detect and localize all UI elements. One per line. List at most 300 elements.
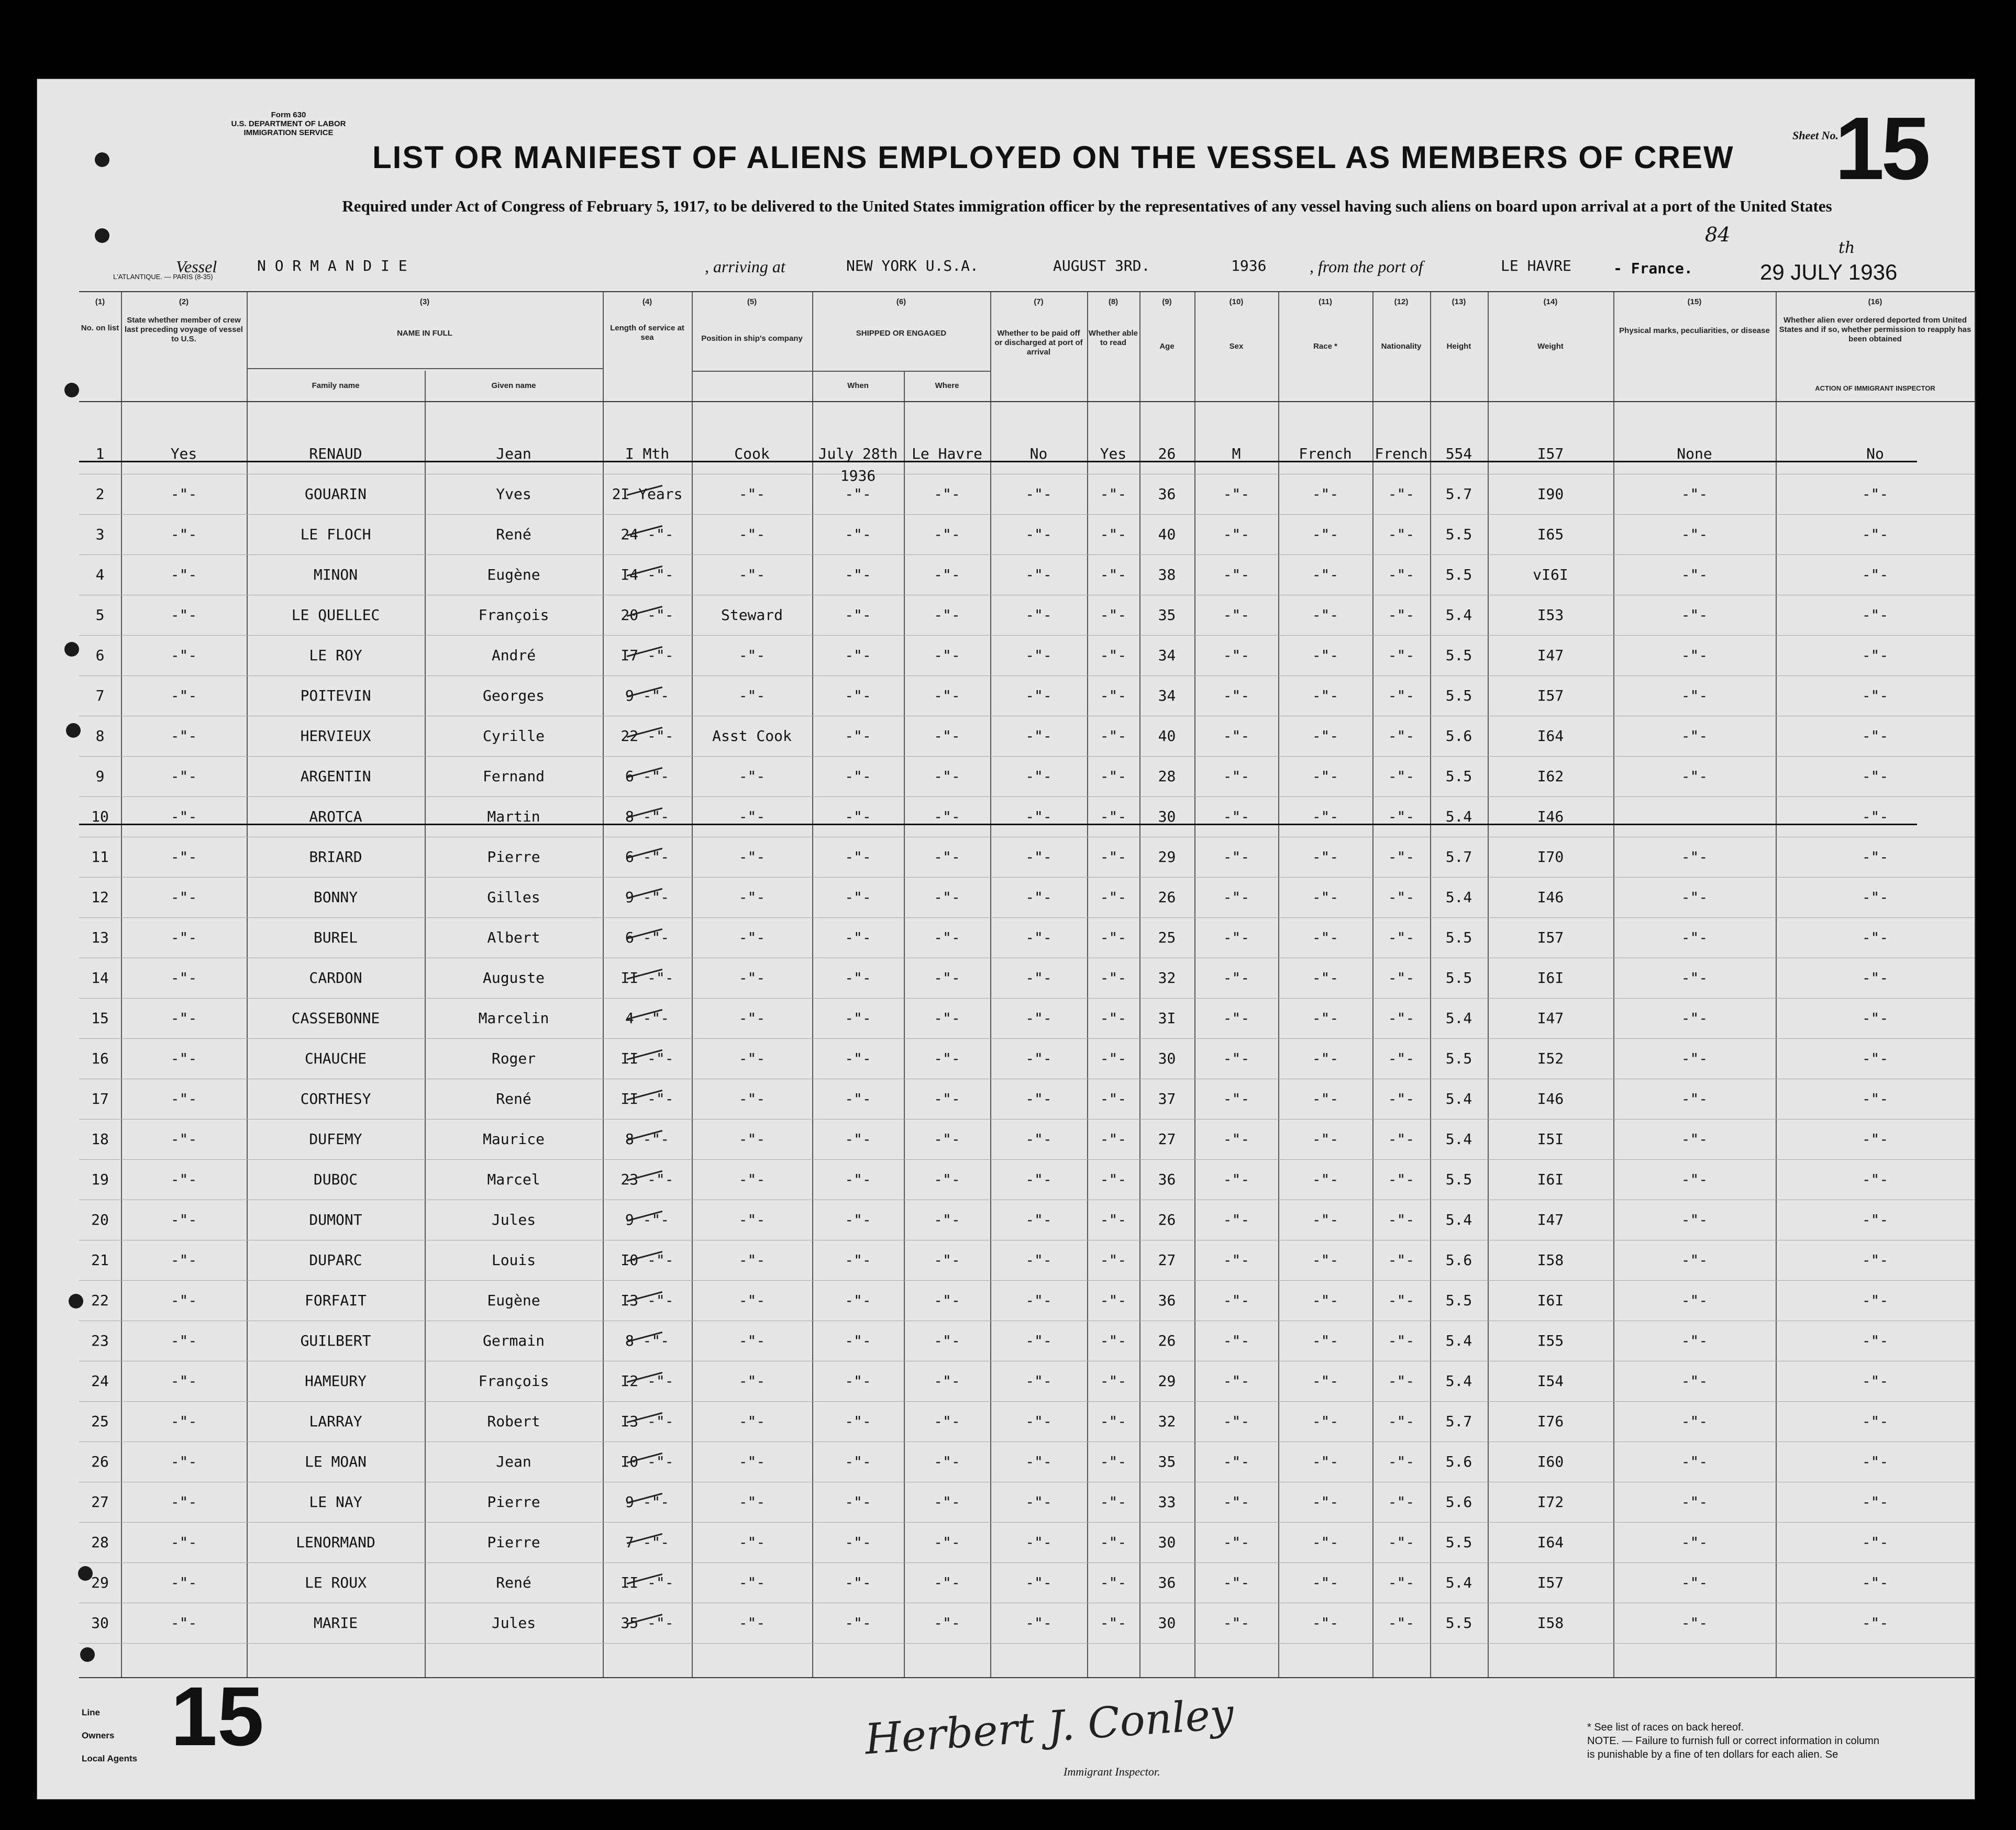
cell-member: -"- [170,768,197,785]
cell-given: Germain [482,1332,545,1349]
cell-race: -"- [1312,1251,1339,1269]
cell-age: 25 [1158,929,1176,946]
cell-sex: -"- [1223,1372,1250,1390]
cell-length: 9 -"- [625,889,670,906]
manifest-sheet [37,79,1975,1800]
cell-weight: I47 [1537,647,1564,664]
cell-nat: -"- [1388,969,1415,986]
header-family-name: Family name [312,381,360,390]
cell-position: Cook [734,445,770,462]
cell-deported: -"- [1862,606,1889,624]
cell-when: -"- [845,687,871,704]
cell-paid: -"- [1025,1090,1052,1107]
cell-paid: -"- [1025,969,1052,986]
cell-member: -"- [170,929,197,946]
cell-when: -"- [845,929,871,946]
cell-read: -"- [1100,1614,1127,1632]
cell-family: LENORMAND [296,1534,375,1551]
table-row [79,1240,1975,1281]
cell-where: -"- [934,1413,960,1430]
table-row [79,1562,1975,1603]
cell-age: 36 [1158,1574,1176,1591]
cell-length: 9 -"- [625,1211,670,1228]
cell-no: 3 [95,526,105,543]
cell-sex: -"- [1223,1251,1250,1269]
cell-sex: -"- [1223,485,1250,503]
cell-paid: -"- [1025,1453,1052,1470]
vessel-name: N O R M A N D I E [257,257,407,274]
table-row [79,1401,1975,1442]
cell-where: -"- [934,1332,960,1349]
cell-race: -"- [1312,768,1339,785]
cell-age: 36 [1158,485,1176,503]
cell-height: 5.6 [1445,1453,1472,1470]
cell-read: -"- [1100,1574,1127,1591]
table-row [79,716,1975,757]
cell-weight: I52 [1537,1050,1564,1067]
cell-no: 26 [91,1453,109,1470]
cell-given: René [496,1090,531,1107]
cell-age: 26 [1158,1211,1176,1228]
column-number: (3) [419,297,430,306]
header-physical-marks: Physical marks, peculiarities, or disease [1619,326,1770,335]
cell-member: -"- [170,1050,197,1067]
cell-length: 20 -"- [621,606,674,624]
cell-weight: I70 [1537,848,1564,866]
cell-member: -"- [170,1574,197,1591]
cell-paid: -"- [1025,1292,1052,1309]
subheader-rule [247,368,603,369]
cell-nat: -"- [1388,1090,1415,1107]
cell-read: -"- [1100,1211,1127,1228]
cell-given: Pierre [487,848,540,866]
cell-race: -"- [1312,606,1339,624]
cell-read: -"- [1100,768,1127,785]
cell-family: LE QUELLEC [291,606,380,624]
cell-no: 28 [91,1534,109,1551]
cell-read: -"- [1100,1292,1127,1309]
cell-where: -"- [934,1130,960,1148]
cell-weight: I57 [1537,1574,1564,1591]
cell-deported: -"- [1862,1614,1889,1632]
cell-no: 1 [95,445,105,462]
header-length-of-service: Length of service at sea [610,324,684,342]
table-row [79,1441,1975,1482]
cell-no: 5 [95,606,105,624]
cell-where: -"- [934,1010,960,1027]
cell-read: -"- [1100,1453,1127,1470]
footer-note: NOTE. — Failure to furnish full or correct information in column [1587,1735,1879,1747]
cell-age: 36 [1158,1292,1176,1309]
column-number: (14) [1543,297,1558,306]
cell-age: 30 [1158,808,1176,825]
cell-weight: I65 [1537,526,1564,543]
cell-deported: -"- [1862,1130,1889,1148]
cell-no: 19 [91,1171,109,1188]
cell-given: Fernand [482,768,545,785]
cell-when: -"- [845,808,871,825]
cell-sex: -"- [1223,768,1250,785]
cell-race: -"- [1312,687,1339,704]
punch-hole [95,152,109,167]
form-service: IMMIGRATION SERVICE [243,128,334,137]
cell-length: 7 -"- [625,1534,670,1551]
cell-where: -"- [934,647,960,664]
cell-where: -"- [934,889,960,906]
cell-height: 5.6 [1445,727,1472,745]
cell-age: 30 [1158,1050,1176,1067]
cell-race: -"- [1312,1534,1339,1551]
cell-position: -"- [738,485,766,503]
cell-length: 23 -"- [621,1171,674,1188]
cell-member: -"- [170,606,197,624]
cell-age: 30 [1158,1614,1176,1632]
cell-weight: I64 [1537,727,1564,745]
cell-nat: -"- [1388,1332,1415,1349]
cell-when: -"- [845,1534,871,1551]
cell-member: -"- [170,1292,197,1309]
cell-age: 35 [1158,606,1176,624]
cell-family: DUFEMY [309,1130,362,1148]
cell-physical: -"- [1681,889,1708,906]
cell-paid: -"- [1025,808,1052,825]
cell-sex: -"- [1223,1171,1250,1188]
cell-read: -"- [1100,1534,1127,1551]
cell-sex: -"- [1223,1010,1250,1027]
cell-age: 40 [1158,526,1176,543]
cell-height: 5.7 [1445,848,1472,866]
cell-height: 5.4 [1445,1211,1472,1228]
cell-length: 35 -"- [621,1614,674,1632]
cell-member: -"- [170,526,197,543]
cell-read: -"- [1100,647,1127,664]
cell-family: LARRAY [309,1413,362,1430]
cell-race: -"- [1312,1332,1339,1349]
cell-sex: -"- [1223,1292,1250,1309]
cell-race: French [1299,445,1352,462]
cell-family: DUMONT [309,1211,362,1228]
cell-position: -"- [738,1292,766,1309]
cell-where: -"- [934,848,960,866]
strikethrough-line [79,824,1917,825]
header-given-name: Given name [491,381,536,390]
cell-given: René [496,1574,531,1591]
cell-when: -"- [845,1130,871,1148]
cell-read: -"- [1100,1010,1127,1027]
cell-sex: -"- [1223,566,1250,583]
cell-paid: -"- [1025,1574,1052,1591]
cell-race: -"- [1312,1050,1339,1067]
cell-family: GUILBERT [300,1332,371,1349]
cell-physical: -"- [1681,1251,1708,1269]
cell-no: 29 [91,1574,109,1591]
cell-when: -"- [845,1614,871,1632]
cell-deported: -"- [1862,687,1889,704]
cell-length: 22 -"- [621,727,674,745]
cell-length: I2 -"- [621,1372,674,1390]
cell-deported: -"- [1862,485,1889,503]
cell-given: Eugène [487,1292,540,1309]
cell-family: CARDON [309,969,362,986]
cell-given: Marcel [487,1171,540,1188]
cell-height: 5.5 [1445,969,1472,986]
table-row [79,554,1975,595]
handwritten-note: 84 [1705,223,1731,246]
cell-nat: French [1375,445,1428,462]
cell-paid: -"- [1025,1534,1052,1551]
cell-member: -"- [170,727,197,745]
cell-nat: -"- [1388,929,1415,946]
cell-physical: -"- [1681,1332,1708,1349]
cell-no: 15 [91,1010,109,1027]
header-deported: Whether alien ever ordered deported from United States and if so, whether permission to reapply has been obtained [1779,316,1971,343]
cell-given: François [478,1372,549,1390]
cell-paid: -"- [1025,687,1052,704]
cell-where: -"- [934,929,960,946]
cell-position: -"- [738,1372,766,1390]
cell-physical: -"- [1681,1292,1708,1309]
cell-race: -"- [1312,889,1339,906]
cell-race: -"- [1312,808,1339,825]
cell-nat: -"- [1388,1372,1415,1390]
table-row [79,796,1975,837]
cell-age: 32 [1158,969,1176,986]
cell-deported: -"- [1862,526,1889,543]
cell-age: 28 [1158,768,1176,785]
table-row [79,917,1975,958]
cell-height: 5.4 [1445,1090,1472,1107]
cell-where: Le Havre [912,445,982,462]
cell-weight: I55 [1537,1332,1564,1349]
cell-no: 11 [91,848,109,866]
cell-member: -"- [170,969,197,986]
cell-position: -"- [738,1614,766,1632]
cell-weight: I58 [1537,1614,1564,1632]
cell-age: 29 [1158,1372,1176,1390]
cell-weight: I6I [1537,969,1564,986]
table-row [79,837,1975,878]
manifest-table [79,291,1976,1678]
cell-family: LE ROY [309,647,362,664]
cell-no: 4 [95,566,105,583]
cell-nat: -"- [1388,647,1415,664]
cell-no: 10 [91,808,109,825]
cell-family: LE MOAN [304,1453,367,1470]
cell-when: -"- [845,526,871,543]
cell-age: 30 [1158,1534,1176,1551]
cell-deported: -"- [1862,1493,1889,1511]
cell-race: -"- [1312,647,1339,664]
cell-where: -"- [934,566,960,583]
cell-where: -"- [934,808,960,825]
cell-race: -"- [1312,929,1339,946]
cell-nat: -"- [1388,1251,1415,1269]
cell-given: Auguste [482,969,545,986]
table-row [79,474,1975,515]
cell-position: -"- [738,1211,766,1228]
cell-age: 40 [1158,727,1176,745]
cell-sex: -"- [1223,848,1250,866]
cell-physical: None [1677,445,1712,462]
table-row [79,1321,1975,1361]
cell-where: -"- [934,1090,960,1107]
cell-nat: -"- [1388,687,1415,704]
cell-read: -"- [1100,1332,1127,1349]
cell-weight: I57 [1537,445,1564,462]
cell-given: Pierre [487,1493,540,1511]
cell-length: I3 -"- [621,1292,674,1309]
column-number: (9) [1162,297,1172,306]
cell-physical: -"- [1681,929,1708,946]
cell-weight: I58 [1537,1251,1564,1269]
cell-deported: -"- [1862,1171,1889,1188]
cell-no: 20 [91,1211,109,1228]
footer-line-label: Line [82,1707,100,1717]
cell-height: 5.5 [1445,1534,1472,1551]
cell-length: 9 -"- [625,1493,670,1511]
cell-race: -"- [1312,485,1339,503]
cell-nat: -"- [1388,1292,1415,1309]
cell-no: 13 [91,929,109,946]
cell-paid: -"- [1025,1332,1052,1349]
cell-nat: -"- [1388,1171,1415,1188]
cell-physical: -"- [1681,1493,1708,1511]
vessel-label: Vessel [176,257,217,276]
cell-position: -"- [738,1171,766,1188]
cell-given: Robert [487,1413,540,1430]
header-name-in-full: NAME IN FULL [397,329,452,338]
cell-position: -"- [738,848,766,866]
header-where: Where [935,381,959,390]
cell-paid: -"- [1025,1171,1052,1188]
cell-when: -"- [845,1332,871,1349]
cell-weight: vI6I [1533,566,1568,583]
cell-position: -"- [738,1050,766,1067]
cell-physical: -"- [1681,1010,1708,1027]
cell-read: -"- [1100,1493,1127,1511]
cell-where: -"- [934,1251,960,1269]
cell-position: -"- [738,526,766,543]
cell-height: 5.5 [1445,1292,1472,1309]
cell-physical: -"- [1681,1453,1708,1470]
header-position: Position in ship's company [701,334,803,343]
cell-given: André [491,647,536,664]
cell-length: I7 -"- [621,647,674,664]
form-identifier [215,110,362,137]
header-action-inspector: ACTION OF IMMIGRANT INSPECTOR [1815,384,1935,392]
cell-member: -"- [170,1332,197,1349]
cell-no: 2 [95,485,105,503]
cell-when: -"- [845,566,871,583]
cell-deported: -"- [1862,1574,1889,1591]
cell-sex: -"- [1223,1050,1250,1067]
cell-deported: -"- [1862,647,1889,664]
cell-family: BUREL [313,929,358,946]
cell-position: Asst Cook [712,727,792,745]
handwritten-superscript: th [1838,239,1855,257]
header-age: Age [1159,342,1175,351]
cell-member: -"- [170,1493,197,1511]
cell-age: 3I [1158,1010,1176,1027]
cell-no: 6 [95,647,105,664]
cell-position: -"- [738,647,766,664]
column-number: (8) [1108,297,1118,306]
cell-sex: -"- [1223,1574,1250,1591]
cell-height: 554 [1445,445,1472,462]
cell-deported: -"- [1862,1372,1889,1390]
cell-deported: -"- [1862,1090,1889,1107]
cell-given: Yves [496,485,531,503]
subheader-rule [692,371,990,372]
cell-paid: -"- [1025,1493,1052,1511]
cell-physical: -"- [1681,606,1708,624]
cell-given: Jean [496,445,531,462]
cell-when: -"- [845,647,871,664]
cell-weight: I6I [1537,1292,1564,1309]
cell-weight: I64 [1537,1534,1564,1551]
cell-when: -"- [845,889,871,906]
table-row [79,1280,1975,1321]
arrival-date: AUGUST 3RD. [1053,257,1150,274]
cell-age: 34 [1158,687,1176,704]
cell-member: -"- [170,1614,197,1632]
cell-no: 9 [95,768,105,785]
cell-deported: -"- [1862,1292,1889,1309]
punch-hole [95,228,109,243]
cell-family: CHAUCHE [304,1050,367,1067]
cell-paid: -"- [1025,1372,1052,1390]
cell-length: 6 -"- [625,848,670,866]
cell-sex: -"- [1223,1211,1250,1228]
column-number: (6) [896,297,906,306]
cell-when: -"- [845,1010,871,1027]
printer-mark: L'ATLANTIQUE. — PARIS (8-35) [113,273,213,281]
cell-family: POITEVIN [300,687,371,704]
inspector-signature: Herbert J. Conley [863,1689,1235,1764]
cell-read: -"- [1100,1130,1127,1148]
cell-physical: -"- [1681,485,1708,503]
cell-age: 38 [1158,566,1176,583]
cell-height: 5.5 [1445,687,1472,704]
table-body [79,434,1975,1677]
cell-where: -"- [934,1574,960,1591]
cell-nat: -"- [1388,1574,1415,1591]
header-race: Race * [1313,342,1337,351]
cell-given: Georges [482,687,545,704]
cell-nat: -"- [1388,1614,1415,1632]
cell-weight: I90 [1537,485,1564,503]
column-number: (13) [1452,297,1466,306]
cell-physical: -"- [1681,647,1708,664]
cell-no: 21 [91,1251,109,1269]
cell-length: I4 -"- [621,566,674,583]
cell-position: -"- [738,1413,766,1430]
cell-sex: -"- [1223,687,1250,704]
cell-position: -"- [738,889,766,906]
cell-weight: I47 [1537,1211,1564,1228]
cell-position: -"- [738,768,766,785]
cell-where: -"- [934,1171,960,1188]
cell-given: Maurice [482,1130,545,1148]
cell-length: 6 -"- [625,929,670,946]
cell-age: 26 [1158,1332,1176,1349]
cell-nat: -"- [1388,1130,1415,1148]
cell-when: July 28th [818,445,898,462]
footer-note: is punishable by a fine of ten dollars for each alien. Se [1587,1749,1838,1760]
cell-length: I0 -"- [621,1453,674,1470]
cell-race: -"- [1312,1413,1339,1430]
cell-family: HAMEURY [304,1372,367,1390]
